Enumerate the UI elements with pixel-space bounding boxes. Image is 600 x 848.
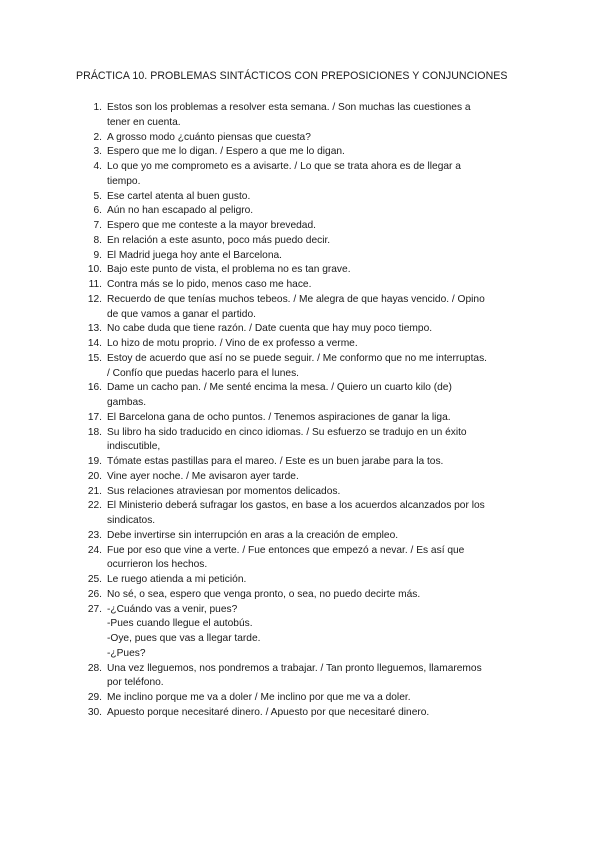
exercise-text-line: Lo que yo me comprometo es a avisarte. / Lo que se trata ahora es de llegar a (107, 161, 461, 172)
exercise-text-line: Tómate estas pastillas para el mareo. / Este es un buen jarabe para la tos. (107, 456, 444, 467)
exercise-text-line: -¿Pues? (107, 647, 146, 659)
exercise-number: 6. (93, 205, 102, 217)
exercise-text-line: Vine ayer noche. / Me avisaron ayer tarde. (107, 470, 299, 482)
exercise-item (84, 131, 514, 146)
exercise-text-line: No sé, o sea, espero que venga pronto, o sea, no puedo decirte más. (107, 588, 421, 600)
exercise-number: 1. (93, 102, 102, 113)
exercise-item (84, 101, 514, 131)
exercise-number: 13. (87, 323, 102, 335)
exercise-item (84, 204, 514, 219)
exercise-item (84, 529, 514, 544)
exercise-text-line: / Confío que puedas hacerlo para el lunes. (107, 367, 299, 379)
exercise-number: 17. (87, 411, 102, 423)
exercise-list (84, 101, 514, 721)
exercise-number: 14. (87, 338, 102, 349)
exercise-number: 26. (87, 588, 102, 600)
exercise-item (84, 278, 514, 293)
exercise-item (84, 691, 514, 706)
exercise-text-line: gambas. (107, 397, 147, 408)
exercise-item (84, 662, 514, 692)
exercise-text-line: Dame un cacho pan. / Me senté encima la mesa. / Quiero un cuarto kilo (de) (107, 382, 452, 394)
exercise-text-line: Recuerdo de que tenías muchos tebeos. / Me alegra de que hayas vencido. / Opino (107, 293, 485, 305)
exercise-item (84, 160, 514, 190)
exercise-text-line: Una vez lleguemos, nos pondremos a trabajar. / Tan pronto lleguemos, llamaremos (107, 662, 482, 674)
exercise-text-line: Debe invertirse sin interrupción en aras a la creación de empleo. (107, 529, 399, 541)
exercise-text-line: No cabe duda que tiene razón. / Date cuenta que hay muy poco tiempo. (107, 323, 433, 335)
exercise-text-line: El Madrid juega hoy ante el Barcelona. (107, 249, 282, 261)
exercise-text-line: Ese cartel atenta al buen gusto. (107, 190, 251, 202)
exercise-item (84, 352, 514, 382)
exercise-number: 3. (93, 146, 102, 158)
exercise-text-line: ocurrieron los hechos. (107, 559, 208, 571)
exercise-item (84, 499, 514, 529)
exercise-text-line: tiempo. (107, 175, 141, 187)
exercise-item (84, 603, 514, 662)
exercise-text-line: -Pues cuando llegue el autobús. (107, 618, 253, 630)
exercise-item (84, 455, 514, 470)
exercise-text-line: Estos son los problemas a resolver esta semana. / Son muchas las cuestiones a (107, 102, 471, 113)
exercise-text-line: Fue por eso que vine a verte. / Fue entonces que empezó a nevar. / Es así que (107, 544, 465, 556)
exercise-number: 16. (87, 382, 102, 394)
exercise-item (84, 485, 514, 500)
exercise-text-line: Aún no han escapado al peligro. (107, 205, 254, 217)
exercise-item (84, 544, 514, 574)
exercise-number: 10. (87, 264, 102, 276)
exercise-text-line: Sus relaciones atraviesan por momentos delicados. (107, 485, 341, 497)
exercise-number: 29. (87, 692, 102, 703)
exercise-text-line: Le ruego atienda a mi petición. (107, 574, 247, 585)
exercise-item (84, 337, 514, 352)
exercise-text-line: Su libro ha sido traducido en cinco idiomas. / Su esfuerzo se tradujo en un éxito (107, 426, 467, 438)
exercise-text-line: Bajo este punto de vista, el problema no es tan grave. (107, 264, 351, 276)
exercise-number: 28. (87, 662, 102, 674)
exercise-number: 23. (87, 529, 102, 541)
exercise-item (84, 426, 514, 456)
exercise-number: 18. (87, 426, 102, 438)
exercise-number: 7. (93, 220, 102, 231)
exercise-text-line: Apuesto porque necesitaré dinero. / Apuesto por que necesitaré dinero. (107, 706, 430, 718)
exercise-item (84, 263, 514, 278)
exercise-text-line: El Ministerio deberá sufragar los gastos, en base a los acuerdos alcanzados por los (107, 500, 485, 512)
exercise-number: 21. (87, 485, 102, 497)
exercise-number: 4. (93, 161, 102, 172)
exercise-text-line: El Barcelona gana de ocho puntos. / Tenemos aspiraciones de ganar la liga. (107, 411, 451, 423)
exercise-text-line: Estoy de acuerdo que así no se puede seguir. / Me conformo que no me interruptas. (107, 352, 487, 364)
exercise-text-line: Espero que me lo digan. / Espero a que me lo digan. (107, 146, 345, 158)
exercise-item (84, 293, 514, 323)
exercise-text-line: A grosso modo ¿cuánto piensas que cuesta? (107, 131, 311, 143)
exercise-item (84, 588, 514, 603)
exercise-item (84, 411, 514, 426)
exercise-number: 9. (93, 249, 102, 261)
exercise-text-line: Lo hizo de motu proprio. / Vino de ex professo a verme. (107, 338, 358, 349)
exercise-number: 12. (87, 293, 102, 305)
exercise-item (84, 249, 514, 264)
exercise-text-line: Contra más se lo pido, menos caso me hace. (107, 279, 312, 290)
exercise-item (84, 706, 514, 721)
exercise-number: 22. (87, 500, 102, 512)
exercise-text-line: indiscutible, (107, 441, 161, 453)
exercise-number: 27. (87, 603, 102, 615)
exercise-text-line: Me inclino porque me va a doler / Me inclino por que me va a doler. (107, 692, 411, 703)
exercise-item (84, 219, 514, 234)
exercise-number: 8. (93, 234, 102, 246)
exercise-text-line: por teléfono. (107, 677, 164, 689)
exercise-item (84, 190, 514, 205)
exercise-number: 11. (88, 279, 102, 290)
exercise-text-line: de que vamos a ganar el partido. (107, 308, 256, 320)
exercise-item (84, 322, 514, 337)
exercise-text-line: tener en cuenta. (107, 116, 181, 128)
exercise-number: 30. (87, 706, 102, 718)
exercise-number: 20. (87, 470, 102, 482)
exercise-text-line: sindicatos. (107, 515, 156, 526)
exercise-item (84, 145, 514, 160)
exercise-text-line: Espero que me conteste a la mayor brevedad. (107, 220, 316, 231)
exercise-text-line: -¿Cuándo vas a venir, pues? (107, 603, 238, 615)
exercise-text-line: -Oye, pues que vas a llegar tarde. (107, 633, 261, 644)
document-title: PRÁCTICA 10. PROBLEMAS SINTÁCTICOS CON PREPOSICIONES Y CONJUNCIONES (76, 70, 508, 82)
exercise-number: 24. (87, 544, 102, 556)
exercise-text-line: En relación a este asunto, poco más puedo decir. (107, 234, 331, 246)
exercise-item (84, 470, 514, 485)
exercise-number: 15. (87, 352, 102, 364)
exercise-item (84, 573, 514, 588)
exercise-number: 19. (87, 456, 102, 467)
exercise-number: 2. (93, 131, 102, 143)
exercise-number: 25. (87, 574, 102, 585)
exercise-number: 5. (93, 190, 102, 202)
exercise-item (84, 381, 514, 411)
exercise-item (84, 234, 514, 249)
